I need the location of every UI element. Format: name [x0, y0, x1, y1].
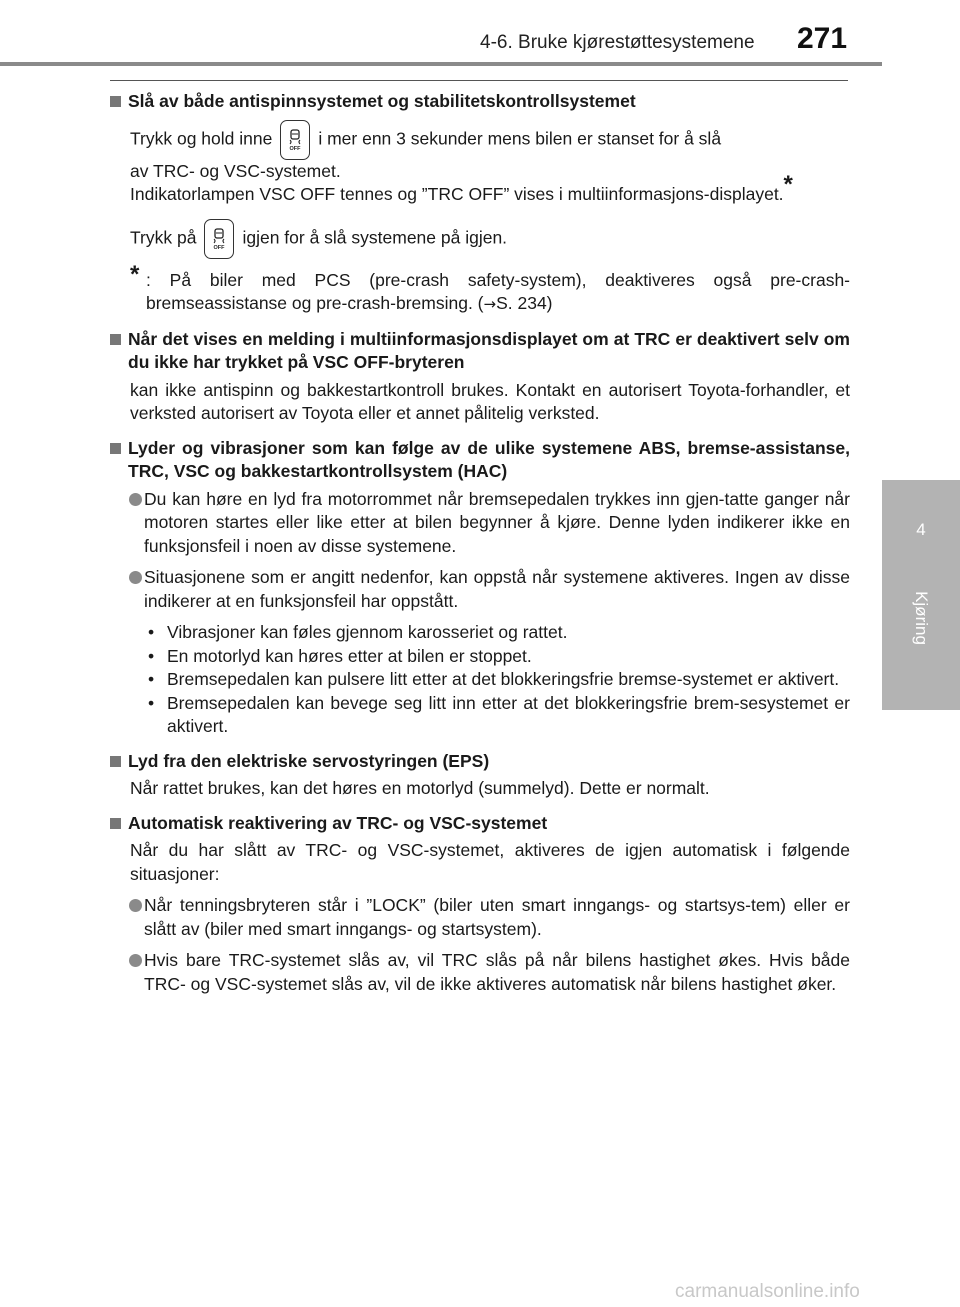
- sub-bullet: •: [148, 645, 155, 666]
- square-bullet-icon: [110, 443, 121, 454]
- svg-text:OFF: OFF: [289, 145, 301, 151]
- svg-text:OFF: OFF: [213, 244, 225, 250]
- list-item: Du kan høre en lyd fra motorrommet når bremsepedalen trykkes inn gjen-tatte ganger når motoren startes eller like etter at bilen begynner å kjøre. Denne lyden indikerer ikke en funksjonsfeil i noen av disse systemene.: [110, 488, 850, 559]
- square-bullet-icon: [110, 96, 121, 107]
- footnote-marker: *: [783, 171, 793, 198]
- paragraph-eps-sound: Når rattet brukes, kan det høres en motorlyd (summelyd). Dette er normalt.: [130, 778, 710, 798]
- watermark: carmanualsonline.info: [675, 1281, 860, 1302]
- sub-bullet: •: [148, 669, 155, 689]
- square-bullet-icon: [110, 756, 121, 767]
- paragraph-press-again: Trykk på OFF igjen for å slå systemene på igjen.: [110, 219, 850, 259]
- section-title: 4-6. Bruke kjørestøttesystemene: [480, 32, 755, 53]
- heading-sounds-vibrations: Lyder og vibrasjoner som kan følge av de ulike systemene ABS, bremse-assistanse, TRC, VSC og bakkestartkontrollsystem (HAC): [110, 437, 850, 484]
- heading-turn-off-systems: Slå av både antispinnsystemet og stabilitetskontrollsystemet: [110, 90, 850, 114]
- square-bullet-icon: [110, 818, 121, 829]
- list-item: Situasjonene som er angitt nedenfor, kan oppstå når systemene aktiveres. Ingen av disse indikerer at en funksjonsfeil har oppstått.: [110, 566, 850, 613]
- list-item: Når tenningsbryteren står i ”LOCK” (biler uten smart inngangs- og startsys-tem) eller er slått av (biler med smart inngangs- og startsystem).: [110, 894, 850, 941]
- header-rule: [0, 62, 882, 66]
- heading-eps-sound: Lyd fra den elektriske servostyringen (EPS): [110, 750, 850, 774]
- heading-auto-reactivation: Automatisk reaktivering av TRC- og VSC-systemet: [110, 812, 850, 836]
- square-bullet-icon: [110, 334, 121, 345]
- circle-bullet-icon: [129, 571, 142, 584]
- circle-bullet-icon: [129, 899, 142, 912]
- vsc-off-icon: [280, 120, 310, 160]
- arrow-right-icon: →: [483, 295, 497, 313]
- sub-list-item: • En motorlyd kan høres etter at bilen er stoppet.: [110, 645, 850, 669]
- heading-trc-message: Når det vises en melding i multiinformasjonsdisplayet om at TRC er deaktivert selv om du ikke har trykket på VSC OFF-bryteren: [110, 328, 850, 375]
- list-item: Hvis bare TRC-systemet slås av, vil TRC slås på når bilens hastighet økes. Hvis både TRC- og VSC-systemet slås av, vil de ikke aktiveres automatisk når bilens hastighet øker.: [110, 949, 850, 996]
- sub-list-item: • Bremsepedalen kan pulsere litt etter at det blokkeringsfrie bremse-systemet er aktivert.: [110, 668, 850, 692]
- page-reference: S. 234): [496, 293, 553, 313]
- chapter-number: 4: [916, 520, 926, 539]
- paragraph-press-hold: Trykk og hold inne OFF i mer enn 3 sekunder mens bilen er stanset for å slå av TRC- og VSC-systemet.: [110, 120, 850, 184]
- footnote: * : På biler med PCS (pre-crash safety-system), deaktiveres også pre-crash-bremseassistanse og pre-crash-bremsing. (→S. 234): [130, 260, 850, 313]
- paragraph-indicator: Indikatorlampen VSC OFF tennes og ”TRC OFF” vises i multiinformasjons-displayet.*: [130, 171, 793, 204]
- chapter-label: Kjøring: [912, 591, 931, 645]
- page-number: 271: [797, 22, 848, 55]
- paragraph-trc-message: kan ikke antispinn og bakkestartkontroll brukes. Kontakt en autorisert Toyota-forhandler, et verksted autorisert av Toyota eller et annet pålitelig verksted.: [130, 379, 850, 423]
- vsc-off-icon: [204, 219, 234, 259]
- page-content: [110, 90, 850, 996]
- footnote-star: *: [130, 260, 140, 288]
- chapter-tab: [882, 480, 960, 710]
- sub-list-item: • Vibrasjoner kan føles gjennom karosseriet og rattet.: [110, 621, 850, 645]
- top-divider: [110, 80, 848, 81]
- paragraph-auto-reactivation: Når du har slått av TRC- og VSC-systemet, aktiveres de igjen automatisk i følgende situasjoner:: [130, 840, 850, 884]
- page-header: [0, 0, 960, 80]
- sub-bullet: •: [148, 692, 155, 713]
- circle-bullet-icon: [129, 954, 142, 967]
- sub-bullet: •: [148, 622, 155, 642]
- sub-list-item: • Bremsepedalen kan bevege seg litt inn etter at det blokkeringsfrie brem-sesystemet er aktivert.: [148, 692, 850, 736]
- circle-bullet-icon: [129, 493, 142, 506]
